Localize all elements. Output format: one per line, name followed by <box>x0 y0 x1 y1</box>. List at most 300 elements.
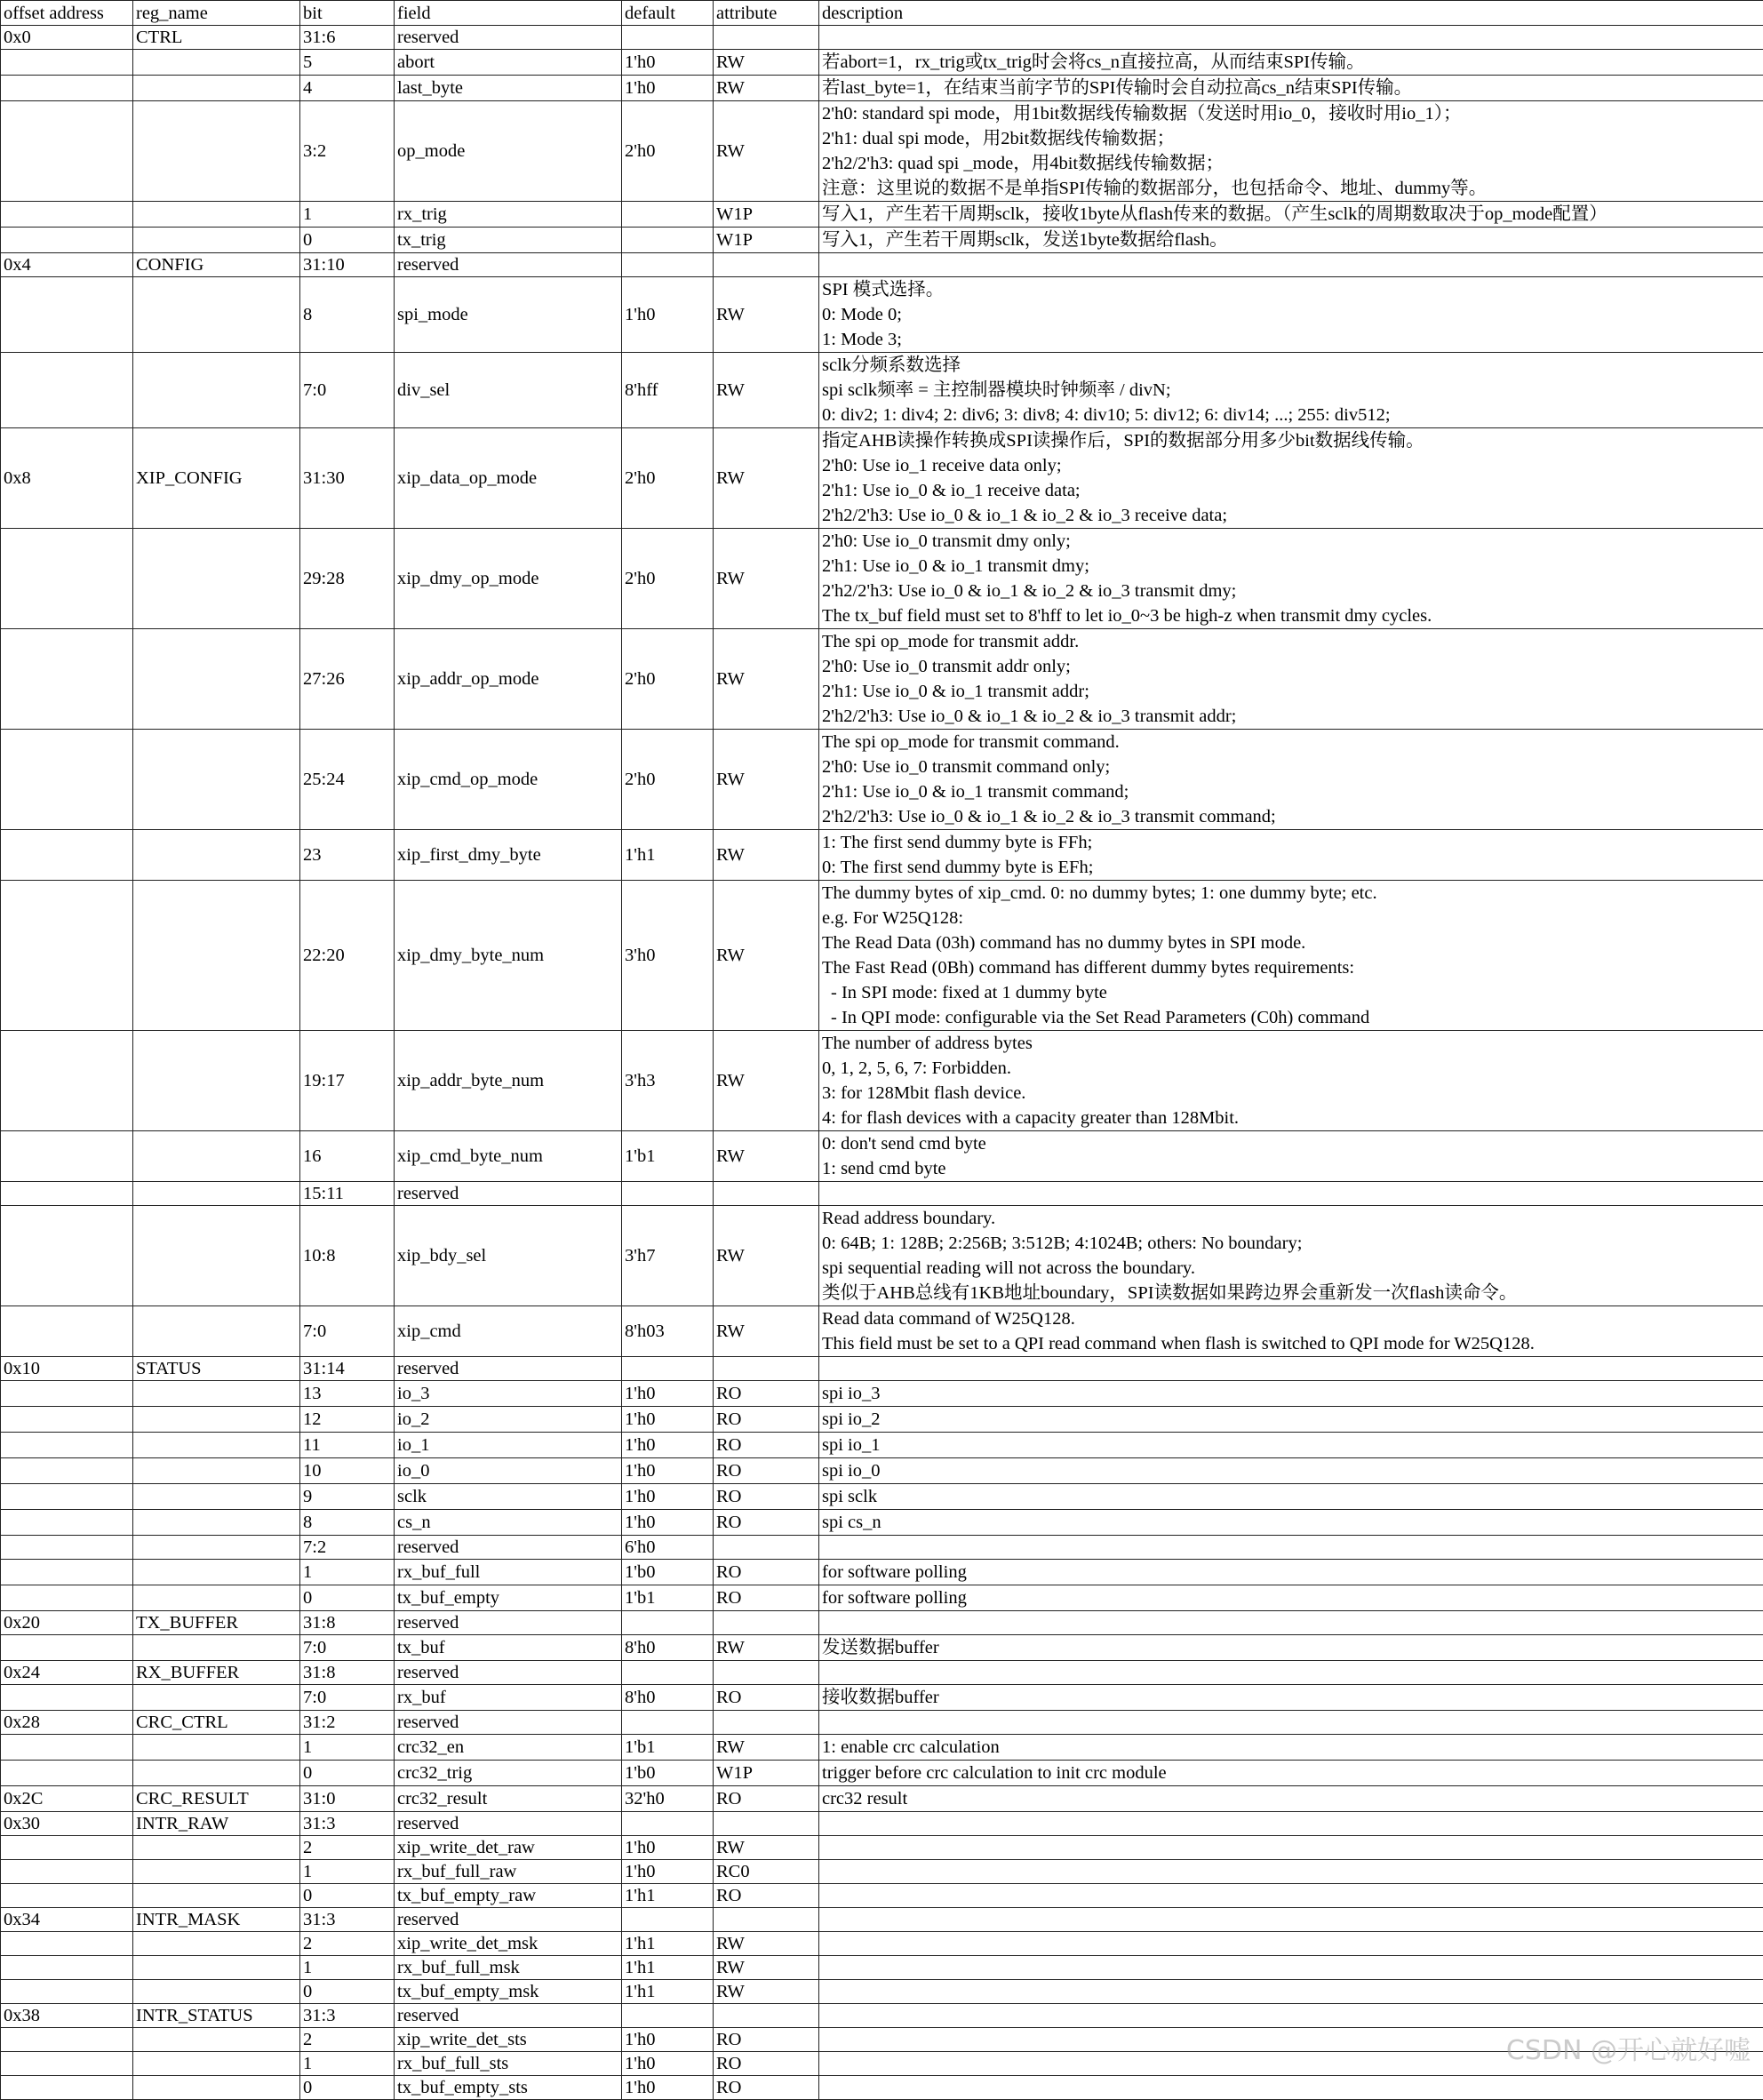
attribute-cell: RW <box>714 101 819 202</box>
description-cell <box>819 881 1763 1031</box>
register-row <box>1 1536 1763 1560</box>
reg-name-cell <box>133 1560 300 1585</box>
field-cell: reserved <box>395 1611 622 1635</box>
bit-cell: 0 <box>300 1761 395 1786</box>
register-row <box>1 1884 1763 1908</box>
offset-cell: 0x8 <box>1 428 133 529</box>
offset-cell <box>1 1206 133 1306</box>
description-cell <box>819 2076 1763 2100</box>
description-line: spi io_2 <box>822 1407 1760 1432</box>
default-cell: 6'h0 <box>622 1536 714 1560</box>
register-row <box>1 1860 1763 1884</box>
description-cell <box>819 1031 1763 1131</box>
offset-cell: 0x2C <box>1 1786 133 1812</box>
bit-cell: 9 <box>300 1484 395 1510</box>
field-cell: xip_write_det_msk <box>395 1932 622 1956</box>
attribute-cell: RW <box>714 428 819 529</box>
description-cell <box>819 1761 1763 1786</box>
reg-name-cell <box>133 1458 300 1484</box>
attribute-cell: RO <box>714 1884 819 1908</box>
register-row <box>1 1560 1763 1585</box>
offset-cell: 0x0 <box>1 26 133 50</box>
default-cell: 1'h0 <box>622 2028 714 2052</box>
description-line: 0: 64B; 1: 128B; 2:256B; 3:512B; 4:1024B; others: No boundary; <box>822 1231 1760 1256</box>
offset-cell <box>1 353 133 428</box>
attribute-cell <box>714 253 819 277</box>
attribute-cell <box>714 2004 819 2028</box>
description-cell <box>819 1711 1763 1735</box>
description-cell <box>819 2052 1763 2076</box>
default-cell: 1'h0 <box>622 1836 714 1860</box>
default-cell <box>622 1812 714 1836</box>
register-row <box>1 1206 1763 1306</box>
field-cell: tx_buf_empty_sts <box>395 2076 622 2100</box>
description-cell <box>819 1635 1763 1661</box>
attribute-cell <box>714 26 819 50</box>
register-row <box>1 1956 1763 1980</box>
field-cell: xip_dmy_op_mode <box>395 529 622 629</box>
description-cell <box>819 1932 1763 1956</box>
register-rows <box>1 26 1763 2100</box>
default-cell: 1'h1 <box>622 830 714 881</box>
field-cell: xip_bdy_sel <box>395 1206 622 1306</box>
offset-cell <box>1 881 133 1031</box>
bit-cell: 23 <box>300 830 395 881</box>
attribute-cell: RO <box>714 2052 819 2076</box>
reg-name-cell <box>133 1585 300 1611</box>
description-cell <box>819 629 1763 730</box>
description-line: 发送数据buffer <box>822 1635 1760 1660</box>
field-cell: xip_write_det_raw <box>395 1836 622 1860</box>
reg-name-cell <box>133 881 300 1031</box>
description-line: The spi op_mode for transmit addr. <box>822 629 1760 654</box>
register-row <box>1 830 1763 881</box>
field-cell: reserved <box>395 26 622 50</box>
default-cell: 1'h0 <box>622 1860 714 1884</box>
offset-cell <box>1 1458 133 1484</box>
offset-cell: 0x34 <box>1 1908 133 1932</box>
reg-name-cell <box>133 2028 300 2052</box>
description-cell <box>819 1812 1763 1836</box>
default-cell: 2'h0 <box>622 730 714 830</box>
description-line: 2'h0: standard spi mode，用1bit数据线传输数据（发送时用io_0，接收时用io_1）； <box>822 101 1760 126</box>
description-cell <box>819 1510 1763 1536</box>
attribute-cell: RW <box>714 1932 819 1956</box>
description-line: 0, 1, 2, 5, 6, 7: Forbidden. <box>822 1056 1760 1081</box>
default-cell: 1'h0 <box>622 1433 714 1458</box>
description-line: 写入1，产生若干周期sclk，接收1byte从flash传来的数据。（产生sclk的周期数取决于op_mode配置） <box>822 202 1760 227</box>
default-cell: 1'b0 <box>622 1761 714 1786</box>
attribute-cell: RW <box>714 730 819 830</box>
header-description: description <box>819 1 1763 26</box>
description-line: 2'h2/2'h3: quad spi _mode，用4bit数据线传输数据； <box>822 151 1760 176</box>
description-cell <box>819 353 1763 428</box>
bit-cell: 5 <box>300 50 395 76</box>
default-cell: 2'h0 <box>622 629 714 730</box>
register-row <box>1 1407 1763 1433</box>
register-row <box>1 353 1763 428</box>
default-cell <box>622 1182 714 1206</box>
description-line: 2'h1: Use io_0 & io_1 receive data; <box>822 478 1760 503</box>
description-line: 2'h1: dual spi mode，用2bit数据线传输数据； <box>822 126 1760 151</box>
description-cell <box>819 76 1763 101</box>
bit-cell: 31:2 <box>300 1711 395 1735</box>
field-cell: io_2 <box>395 1407 622 1433</box>
reg-name-cell <box>133 1510 300 1536</box>
reg-name-cell: CTRL <box>133 26 300 50</box>
bit-cell: 4 <box>300 76 395 101</box>
reg-name-cell <box>133 1860 300 1884</box>
reg-name-cell <box>133 101 300 202</box>
reg-name-cell: TX_BUFFER <box>133 1611 300 1635</box>
register-row <box>1 1031 1763 1131</box>
description-cell <box>819 1433 1763 1458</box>
field-cell: abort <box>395 50 622 76</box>
description-line: 2'h0: Use io_0 transmit command only; <box>822 755 1760 779</box>
field-cell: reserved <box>395 1812 622 1836</box>
reg-name-cell <box>133 1735 300 1761</box>
description-cell <box>819 50 1763 76</box>
offset-cell <box>1 1761 133 1786</box>
offset-cell <box>1 1510 133 1536</box>
field-cell: tx_buf <box>395 1635 622 1661</box>
reg-name-cell <box>133 2076 300 2100</box>
attribute-cell: RW <box>714 529 819 629</box>
bit-cell: 25:24 <box>300 730 395 830</box>
default-cell <box>622 228 714 253</box>
register-row <box>1 2004 1763 2028</box>
reg-name-cell <box>133 76 300 101</box>
bit-cell: 2 <box>300 1836 395 1860</box>
offset-cell: 0x4 <box>1 253 133 277</box>
description-line: spi io_1 <box>822 1433 1760 1457</box>
description-cell <box>819 1484 1763 1510</box>
description-cell <box>819 1685 1763 1711</box>
default-cell: 1'b1 <box>622 1585 714 1611</box>
bit-cell: 31:14 <box>300 1357 395 1381</box>
field-cell: xip_cmd_op_mode <box>395 730 622 830</box>
default-cell: 8'h0 <box>622 1635 714 1661</box>
description-line: The Read Data (03h) command has no dummy bytes in SPI mode. <box>822 930 1760 955</box>
default-cell: 1'h1 <box>622 1932 714 1956</box>
attribute-cell <box>714 1812 819 1836</box>
reg-name-cell: INTR_MASK <box>133 1908 300 1932</box>
default-cell: 8'h03 <box>622 1306 714 1357</box>
description-line: 1: send cmd byte <box>822 1156 1760 1181</box>
bit-cell: 2 <box>300 2028 395 2052</box>
offset-cell: 0x28 <box>1 1711 133 1735</box>
default-cell: 3'h0 <box>622 881 714 1031</box>
register-row <box>1 529 1763 629</box>
attribute-cell: RW <box>714 353 819 428</box>
offset-cell <box>1 1484 133 1510</box>
field-cell: xip_write_det_sts <box>395 2028 622 2052</box>
description-line: 指定AHB读操作转换成SPI读操作后，SPI的数据部分用多少bit数据线传输。 <box>822 428 1760 453</box>
default-cell: 1'b1 <box>622 1131 714 1182</box>
offset-cell <box>1 228 133 253</box>
description-line: Read data command of W25Q128. <box>822 1306 1760 1331</box>
register-row <box>1 2028 1763 2052</box>
attribute-cell: RW <box>714 277 819 353</box>
bit-cell: 7:0 <box>300 1685 395 1711</box>
reg-name-cell <box>133 1932 300 1956</box>
reg-name-cell <box>133 228 300 253</box>
attribute-cell: RO <box>714 1560 819 1585</box>
description-cell <box>819 1836 1763 1860</box>
description-line: 2'h1: Use io_0 & io_1 transmit addr; <box>822 679 1760 704</box>
register-row <box>1 1761 1763 1786</box>
reg-name-cell: STATUS <box>133 1357 300 1381</box>
bit-cell: 13 <box>300 1381 395 1407</box>
bit-cell: 15:11 <box>300 1182 395 1206</box>
register-row <box>1 1381 1763 1407</box>
reg-name-cell <box>133 1761 300 1786</box>
offset-cell: 0x38 <box>1 2004 133 2028</box>
default-cell: 1'h0 <box>622 277 714 353</box>
bit-cell: 31:3 <box>300 1812 395 1836</box>
register-row <box>1 1611 1763 1635</box>
register-row <box>1 202 1763 228</box>
bit-cell: 7:0 <box>300 353 395 428</box>
description-line: The tx_buf field must set to 8'hff to let io_0~3 be high-z when transmit dmy cycles. <box>822 603 1760 628</box>
register-row <box>1 1685 1763 1711</box>
description-line: SPI 模式选择。 <box>822 277 1760 302</box>
reg-name-cell <box>133 629 300 730</box>
attribute-cell: RW <box>714 1031 819 1131</box>
offset-cell <box>1 730 133 830</box>
header-row <box>1 1 1763 26</box>
description-line: 若last_byte=1，在结束当前字节的SPI传输时会自动拉高cs_n结束SPI传输。 <box>822 76 1760 100</box>
description-cell <box>819 1306 1763 1357</box>
description-cell <box>819 1407 1763 1433</box>
field-cell: reserved <box>395 1661 622 1685</box>
reg-name-cell <box>133 730 300 830</box>
reg-name-cell <box>133 1306 300 1357</box>
field-cell: xip_dmy_byte_num <box>395 881 622 1031</box>
description-cell <box>819 202 1763 228</box>
attribute-cell <box>714 1357 819 1381</box>
description-line: 1: enable crc calculation <box>822 1735 1760 1760</box>
description-line: This field must be set to a QPI read command when flash is switched to QPI mode for W25Q128. <box>822 1331 1760 1356</box>
offset-cell <box>1 2028 133 2052</box>
description-line: 1: Mode 3; <box>822 327 1760 352</box>
register-row <box>1 1510 1763 1536</box>
description-line: 2'h1: Use io_0 & io_1 transmit dmy; <box>822 554 1760 579</box>
register-row <box>1 1735 1763 1761</box>
bit-cell: 1 <box>300 1860 395 1884</box>
register-row <box>1 1585 1763 1611</box>
description-cell <box>819 1585 1763 1611</box>
description-line: spi sclk <box>822 1484 1760 1509</box>
bit-cell: 31:8 <box>300 1611 395 1635</box>
field-cell: reserved <box>395 1536 622 1560</box>
bit-cell: 16 <box>300 1131 395 1182</box>
description-cell <box>819 1956 1763 1980</box>
reg-name-cell: XIP_CONFIG <box>133 428 300 529</box>
description-line: The spi op_mode for transmit command. <box>822 730 1760 755</box>
description-line: 若abort=1，rx_trig或tx_trig时会将cs_n直接拉高，从而结束SPI传输。 <box>822 50 1760 75</box>
bit-cell: 0 <box>300 2076 395 2100</box>
default-cell <box>622 1611 714 1635</box>
description-line: 2'h2/2'h3: Use io_0 & io_1 & io_2 & io_3 transmit dmy; <box>822 579 1760 603</box>
default-cell: 1'b0 <box>622 1560 714 1585</box>
reg-name-cell <box>133 1407 300 1433</box>
default-cell: 3'h3 <box>622 1031 714 1131</box>
description-line: 2'h0: Use io_1 receive data only; <box>822 453 1760 478</box>
default-cell: 1'h1 <box>622 1956 714 1980</box>
attribute-cell: RO <box>714 1510 819 1536</box>
description-line: 2'h0: Use io_0 transmit addr only; <box>822 654 1760 679</box>
field-cell: spi_mode <box>395 277 622 353</box>
reg-name-cell <box>133 277 300 353</box>
default-cell <box>622 1357 714 1381</box>
field-cell: last_byte <box>395 76 622 101</box>
default-cell <box>622 2004 714 2028</box>
attribute-cell <box>714 1611 819 1635</box>
register-row <box>1 1484 1763 1510</box>
field-cell: reserved <box>395 1182 622 1206</box>
field-cell: reserved <box>395 253 622 277</box>
default-cell: 32'h0 <box>622 1786 714 1812</box>
offset-cell <box>1 830 133 881</box>
register-row <box>1 1661 1763 1685</box>
bit-cell: 31:3 <box>300 2004 395 2028</box>
reg-name-cell <box>133 1433 300 1458</box>
description-cell <box>819 1661 1763 1685</box>
bit-cell: 0 <box>300 1585 395 1611</box>
attribute-cell: RO <box>714 1381 819 1407</box>
offset-cell <box>1 1860 133 1884</box>
field-cell: crc32_trig <box>395 1761 622 1786</box>
description-line: 0: Mode 0; <box>822 302 1760 327</box>
reg-name-cell <box>133 1884 300 1908</box>
description-cell <box>819 228 1763 253</box>
attribute-cell: RO <box>714 1585 819 1611</box>
register-row <box>1 1836 1763 1860</box>
default-cell: 1'b1 <box>622 1735 714 1761</box>
attribute-cell: RW <box>714 830 819 881</box>
offset-cell <box>1 1585 133 1611</box>
default-cell: 8'h0 <box>622 1685 714 1711</box>
description-cell <box>819 1357 1763 1381</box>
default-cell <box>622 253 714 277</box>
offset-cell <box>1 629 133 730</box>
offset-cell <box>1 1884 133 1908</box>
attribute-cell: RO <box>714 1786 819 1812</box>
field-cell: xip_first_dmy_byte <box>395 830 622 881</box>
description-line: The Fast Read (0Bh) command has different dummy bytes requirements: <box>822 955 1760 980</box>
attribute-cell <box>714 1182 819 1206</box>
field-cell: reserved <box>395 1711 622 1735</box>
attribute-cell: RW <box>714 1206 819 1306</box>
bit-cell: 7:0 <box>300 1635 395 1661</box>
default-cell: 1'h0 <box>622 1381 714 1407</box>
offset-cell: 0x20 <box>1 1611 133 1635</box>
description-cell <box>819 1884 1763 1908</box>
attribute-cell <box>714 1908 819 1932</box>
attribute-cell: RW <box>714 76 819 101</box>
description-cell <box>819 1536 1763 1560</box>
description-cell <box>819 1131 1763 1182</box>
description-line: 0: don't send cmd byte <box>822 1131 1760 1156</box>
bit-cell: 0 <box>300 1980 395 2004</box>
field-cell: cs_n <box>395 1510 622 1536</box>
offset-cell: 0x10 <box>1 1357 133 1381</box>
offset-cell <box>1 50 133 76</box>
default-cell: 1'h0 <box>622 2076 714 2100</box>
attribute-cell: RW <box>714 1735 819 1761</box>
description-line: The number of address bytes <box>822 1031 1760 1056</box>
description-line: 0: div2; 1: div4; 2: div6; 3: div8; 4: div10; 5: div12; 6: div14; ...; 255: div512; <box>822 403 1760 427</box>
description-line: spi io_3 <box>822 1381 1760 1406</box>
description-line: 接收数据buffer <box>822 1685 1760 1710</box>
reg-name-cell <box>133 2052 300 2076</box>
register-row <box>1 101 1763 202</box>
bit-cell: 1 <box>300 202 395 228</box>
attribute-cell: RO <box>714 1685 819 1711</box>
field-cell: reserved <box>395 1908 622 1932</box>
attribute-cell: RO <box>714 2076 819 2100</box>
bit-cell: 0 <box>300 228 395 253</box>
default-cell: 1'h1 <box>622 1884 714 1908</box>
register-row <box>1 730 1763 830</box>
offset-cell <box>1 1836 133 1860</box>
default-cell: 1'h0 <box>622 50 714 76</box>
description-cell <box>819 428 1763 529</box>
description-line: Read address boundary. <box>822 1206 1760 1231</box>
offset-cell <box>1 101 133 202</box>
register-row <box>1 50 1763 76</box>
description-line: spi sclk频率 = 主控制器模块时钟频率 / divN; <box>822 378 1760 403</box>
register-row <box>1 253 1763 277</box>
field-cell: xip_cmd <box>395 1306 622 1357</box>
reg-name-cell <box>133 1980 300 2004</box>
description-line: 写入1，产生若干周期sclk，发送1byte数据给flash。 <box>822 228 1760 252</box>
description-cell <box>819 1381 1763 1407</box>
field-cell: xip_addr_op_mode <box>395 629 622 730</box>
attribute-cell: RW <box>714 1131 819 1182</box>
description-line: spi io_0 <box>822 1458 1760 1483</box>
field-cell: io_0 <box>395 1458 622 1484</box>
description-cell <box>819 529 1763 629</box>
offset-cell <box>1 1735 133 1761</box>
reg-name-cell <box>133 1381 300 1407</box>
description-cell <box>819 2004 1763 2028</box>
attribute-cell <box>714 1536 819 1560</box>
field-cell: crc32_en <box>395 1735 622 1761</box>
attribute-cell <box>714 1711 819 1735</box>
description-cell <box>819 101 1763 202</box>
offset-cell <box>1 1407 133 1433</box>
description-cell <box>819 1182 1763 1206</box>
default-cell: 1'h0 <box>622 1407 714 1433</box>
attribute-cell: RO <box>714 2028 819 2052</box>
reg-name-cell <box>133 1206 300 1306</box>
bit-cell: 27:26 <box>300 629 395 730</box>
header-offset-address: offset address <box>1 1 133 26</box>
field-cell: crc32_result <box>395 1786 622 1812</box>
register-row <box>1 1635 1763 1661</box>
field-cell: xip_addr_byte_num <box>395 1031 622 1131</box>
register-row <box>1 1980 1763 2004</box>
offset-cell <box>1 76 133 101</box>
description-line: trigger before crc calculation to init crc module <box>822 1761 1760 1785</box>
description-cell <box>819 1458 1763 1484</box>
field-cell: op_mode <box>395 101 622 202</box>
offset-cell <box>1 1932 133 1956</box>
register-row <box>1 26 1763 50</box>
field-cell: rx_buf_full <box>395 1560 622 1585</box>
